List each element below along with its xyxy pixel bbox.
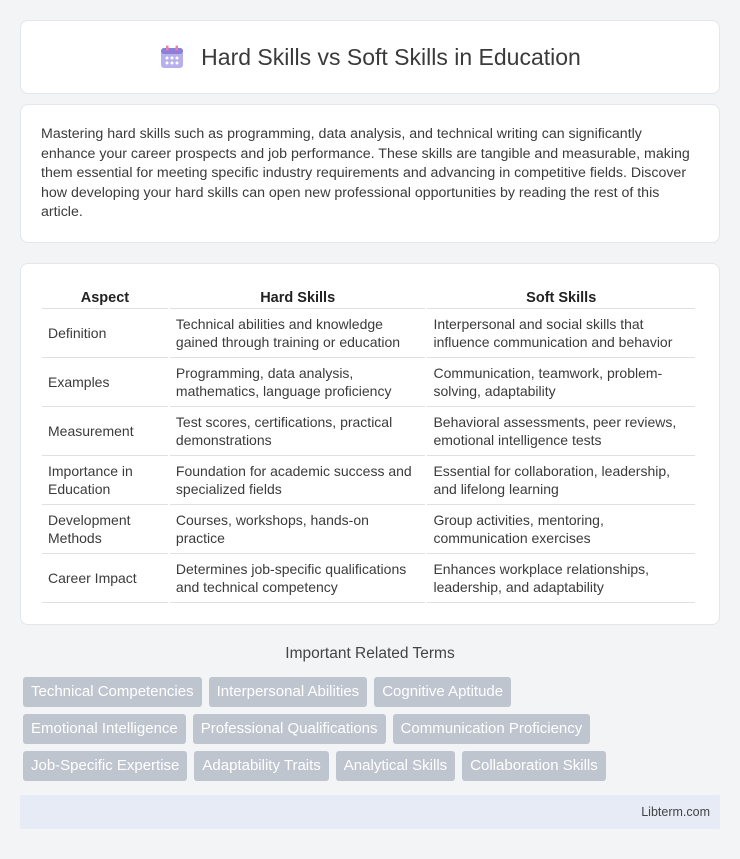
tag-professional-qualifications[interactable]: Professional Qualifications xyxy=(193,714,386,744)
tag-collaboration-skills[interactable]: Collaboration Skills xyxy=(462,751,606,781)
hard-skills-cell: Test scores, certifications, practical demonstrations xyxy=(170,407,426,456)
tag-job-specific-expertise[interactable]: Job-Specific Expertise xyxy=(23,751,187,781)
tag-row xyxy=(23,751,723,781)
header-hard-skills: Hard Skills xyxy=(170,284,426,309)
footer xyxy=(20,795,720,829)
title-wrap xyxy=(159,44,581,71)
table-row xyxy=(42,309,695,358)
calendar-icon xyxy=(159,44,185,70)
intro-card xyxy=(20,104,720,243)
tag-row xyxy=(23,714,723,744)
comparison-table-card xyxy=(20,263,720,625)
tag-interpersonal-abilities[interactable]: Interpersonal Abilities xyxy=(209,677,368,707)
aspect-cell: Examples xyxy=(42,358,168,407)
table-row xyxy=(42,358,695,407)
soft-skills-cell: Enhances workplace relationships, leadership, and adaptability xyxy=(427,554,695,603)
aspect-cell: Definition xyxy=(42,309,168,358)
table-row xyxy=(42,407,695,456)
aspect-cell: Measurement xyxy=(42,407,168,456)
soft-skills-cell: Essential for collaboration, leadership, and lifelong learning xyxy=(427,456,695,505)
comparison-table xyxy=(40,284,697,603)
tag-row xyxy=(23,677,723,707)
hard-skills-cell: Determines job-specific qualifications and technical competency xyxy=(170,554,426,603)
table-header-row xyxy=(42,284,695,309)
soft-skills-cell: Behavioral assessments, peer reviews, emotional intelligence tests xyxy=(427,407,695,456)
soft-skills-cell: Communication, teamwork, problem-solving, adaptability xyxy=(427,358,695,407)
aspect-cell: Career Impact xyxy=(42,554,168,603)
aspect-cell: Development Methods xyxy=(42,505,168,554)
related-terms-tags xyxy=(23,677,723,788)
table-row xyxy=(42,456,695,505)
footer-site-link[interactable]: Libterm.com xyxy=(641,805,710,819)
hard-skills-cell: Programming, data analysis, mathematics, language proficiency xyxy=(170,358,426,407)
intro-paragraph: Mastering hard skills such as programming, data analysis, and technical writing can significantly enhance your career prospects and job performance. These skills are tangible and measurable, making them essential for meeting specific industry requirements and advancing in competitive fields. Discover how developing your hard skills can open new professional opportunities by reading the rest of this article. xyxy=(41,126,690,221)
soft-skills-cell: Group activities, mentoring, communication exercises xyxy=(427,505,695,554)
hard-skills-cell: Courses, workshops, hands-on practice xyxy=(170,505,426,554)
page-title: Hard Skills vs Soft Skills in Education xyxy=(201,43,581,70)
related-terms-title: Important Related Terms xyxy=(285,645,455,662)
tag-adaptability-traits[interactable]: Adaptability Traits xyxy=(194,751,328,781)
soft-skills-cell: Interpersonal and social skills that influence communication and behavior xyxy=(427,309,695,358)
tag-emotional-intelligence[interactable]: Emotional Intelligence xyxy=(23,714,186,744)
header-aspect: Aspect xyxy=(42,284,168,309)
hard-skills-cell: Foundation for academic success and specialized fields xyxy=(170,456,426,505)
aspect-cell: Importance in Education xyxy=(42,456,168,505)
tag-communication-proficiency[interactable]: Communication Proficiency xyxy=(393,714,591,744)
table-row xyxy=(42,554,695,603)
header-soft-skills: Soft Skills xyxy=(427,284,695,309)
title-card xyxy=(20,20,720,94)
tag-analytical-skills[interactable]: Analytical Skills xyxy=(336,751,455,781)
tag-technical-competencies[interactable]: Technical Competencies xyxy=(23,677,202,707)
hard-skills-cell: Technical abilities and knowledge gained through training or education xyxy=(170,309,426,358)
table-row xyxy=(42,505,695,554)
tag-cognitive-aptitude[interactable]: Cognitive Aptitude xyxy=(374,677,511,707)
